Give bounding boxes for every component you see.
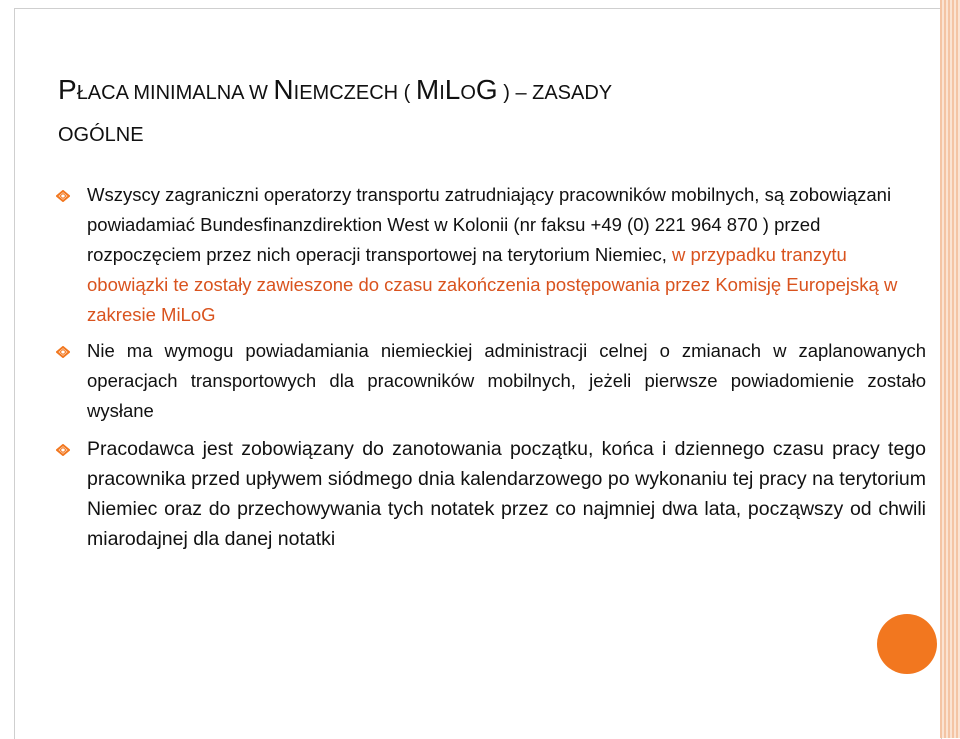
title-text: IEMCZECH ( bbox=[293, 82, 416, 104]
orange-circle-decoration bbox=[877, 614, 937, 674]
title-cap: G bbox=[475, 74, 498, 105]
title-cap: N bbox=[273, 74, 294, 105]
title-text: ) – ZASADY bbox=[497, 82, 613, 104]
title-text: ŁACA MINIMALNA W bbox=[76, 82, 274, 104]
bullet-item bbox=[56, 180, 926, 330]
bullet-list bbox=[56, 180, 926, 554]
bullet-text: Pracodawca jest zobowiązany do zanotowania początku, końca i dziennego czasu pracy tego pracownika przed upływem siódmego dnia kalendarzowego po wykonaniu tej pracy na terytorium Niemiec oraz do przechowywania tych notatek przez co najmniej dwa lata, począwszy od chwili miarodajnej dla danej notatki bbox=[87, 438, 926, 550]
hollow-diamond-arrow-icon bbox=[56, 190, 70, 202]
title-cap: M bbox=[415, 74, 440, 105]
decorative-stripes bbox=[940, 0, 960, 738]
bullet-item bbox=[56, 434, 926, 554]
hollow-diamond-arrow-icon bbox=[56, 444, 70, 456]
title-text: I bbox=[439, 82, 445, 104]
bullet-highlight-text: w przypadku tranzytu obowiązki te zostały zawieszone do czasu zakończenia postępowania przez Komisję Europejską w zakresie MiLoG bbox=[87, 244, 898, 325]
title-text: O bbox=[460, 82, 476, 104]
title-line-2: OGÓLNE bbox=[58, 124, 144, 146]
bullet-text: Nie ma wymogu powiadamiania niemieckiej administracji celnej o zmianach w zaplanowanych operacjach transportowych dla pracowników mobilnych, jeżeli pierwsze powiadomienie zostało wysłane bbox=[87, 340, 926, 421]
title-cap: L bbox=[444, 74, 461, 105]
bullet-item bbox=[56, 336, 926, 426]
bullet-text: Wszyscy zagraniczni operatorzy transportu zatrudniający pracowników mobilnych, są zobowiązani powiadamiać Bundesfinanzdirektion West w Kolonii (nr faksu +49 (0) 221 964 870 ) przed rozpoczęciem przez nich operacji transportowej na terytorium Niemiec, bbox=[87, 184, 892, 265]
title-line-1 bbox=[58, 70, 838, 115]
hollow-diamond-arrow-icon bbox=[56, 346, 70, 358]
slide-title bbox=[58, 70, 838, 155]
title-cap: P bbox=[58, 74, 77, 105]
